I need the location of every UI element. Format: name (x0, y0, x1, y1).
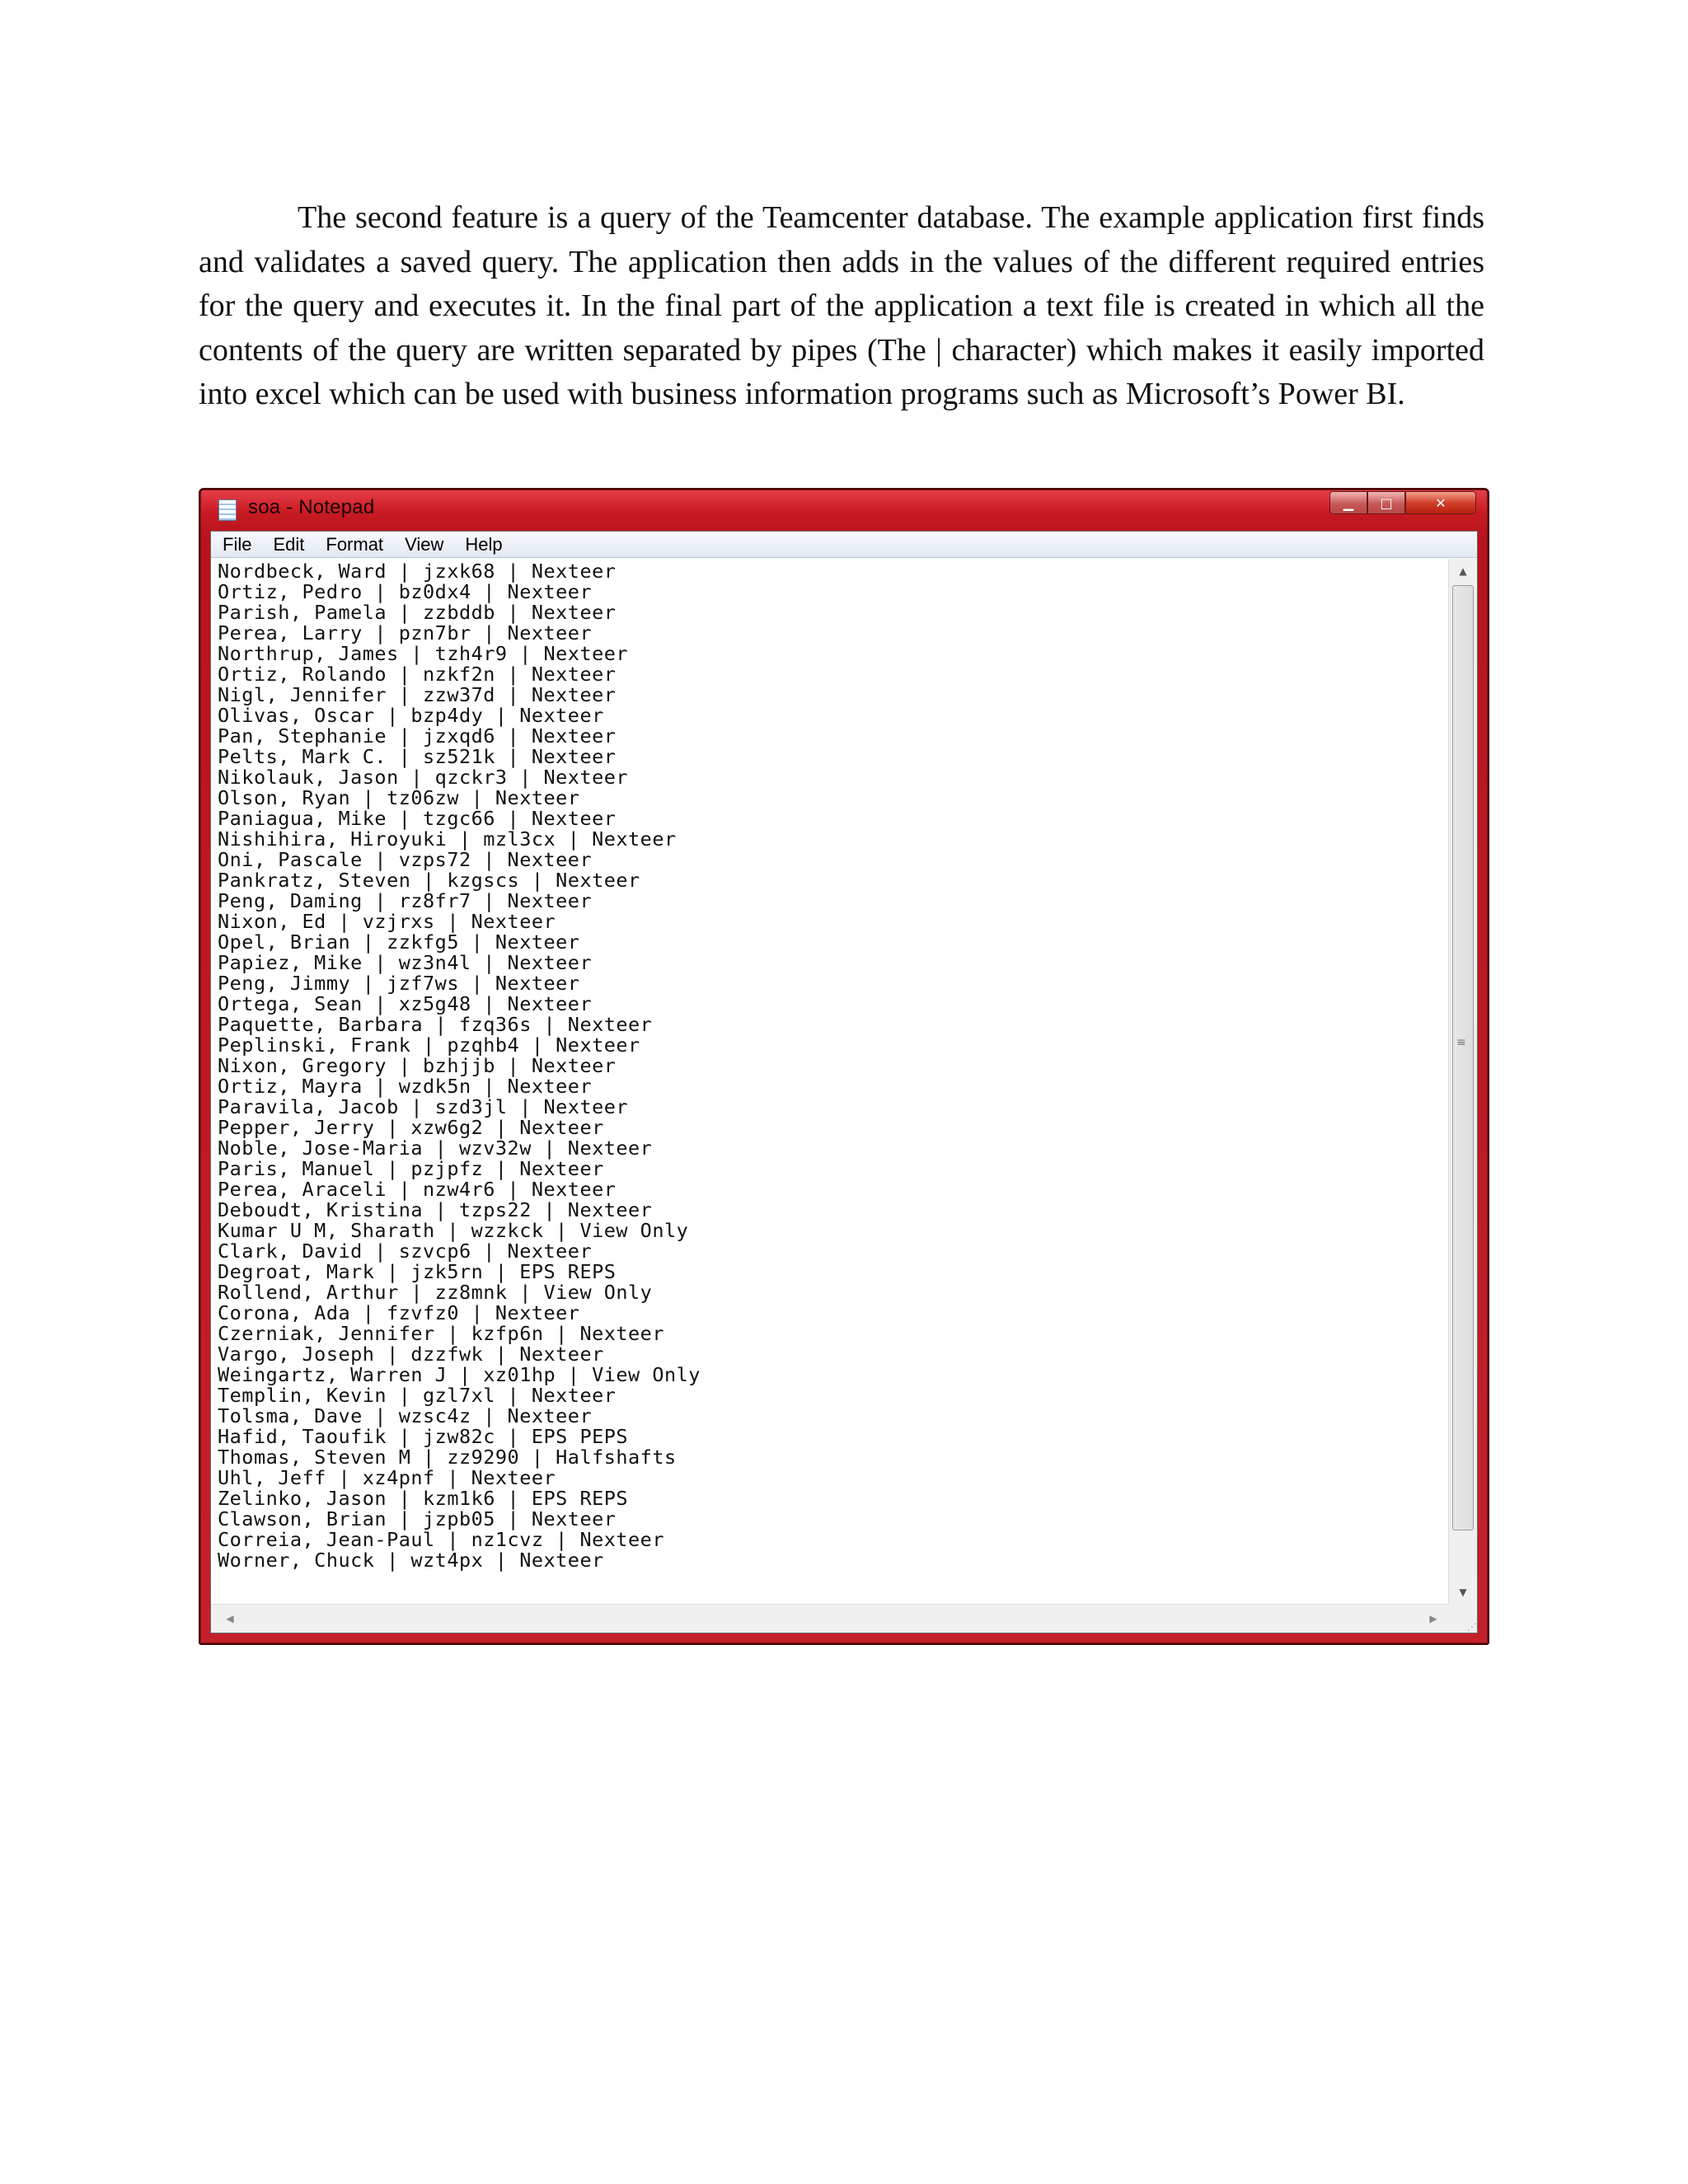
text-line: Degroat, Mark | jzk5rn | EPS REPS (218, 1260, 617, 1283)
title-bar[interactable] (200, 490, 1488, 526)
menu-bar (211, 532, 1477, 558)
menu-format[interactable]: Format (326, 533, 384, 555)
text-line: Paquette, Barbara | fzq36s | Nexteer (218, 1013, 653, 1036)
scroll-down-icon[interactable]: ▼ (1459, 1586, 1467, 1598)
text-line: Weingartz, Warren J | xz01hp | View Only (218, 1363, 701, 1386)
text-line: Pan, Stephanie | jzxqd6 | Nexteer (218, 724, 617, 748)
text-line: Nishihira, Hiroyuki | mzl3cx | Nexteer (218, 827, 677, 851)
text-line: Zelinko, Jason | kzm1k6 | EPS REPS (218, 1487, 629, 1510)
text-line: Noble, Jose-Maria | wzv32w | Nexteer (218, 1137, 653, 1160)
text-line: Correia, Jean-Paul | nz1cvz | Nexteer (218, 1528, 664, 1551)
text-line: Perea, Araceli | nzw4r6 | Nexteer (218, 1178, 617, 1201)
menu-help[interactable]: Help (465, 533, 503, 555)
text-line: Corona, Ada | fzvfz0 | Nexteer (218, 1301, 580, 1324)
text-line: Peng, Jimmy | jzf7ws | Nexteer (218, 972, 580, 995)
menu-edit[interactable]: Edit (273, 533, 305, 555)
text-line: Ortega, Sean | xz5g48 | Nexteer (218, 992, 593, 1015)
text-line: Pankratz, Steven | kzgscs | Nexteer (218, 869, 640, 892)
scroll-right-icon[interactable]: ▶ (1429, 1613, 1437, 1624)
text-line: Nordbeck, Ward | jzxk68 | Nexteer (218, 560, 617, 583)
text-line: Clawson, Brian | jzpb05 | Nexteer (218, 1507, 617, 1530)
minimize-button[interactable]: ▁ (1329, 491, 1367, 514)
notepad-window (199, 488, 1489, 1645)
text-line: Pepper, Jerry | xzw6g2 | Nexteer (218, 1116, 604, 1139)
text-line: Vargo, Joseph | dzzfwk | Nexteer (218, 1343, 604, 1366)
horizontal-scrollbar[interactable] (211, 1604, 1449, 1633)
text-line: Peplinski, Frank | pzqhb4 | Nexteer (218, 1033, 640, 1057)
resize-grip-icon[interactable]: ⋰ (1449, 1605, 1477, 1633)
text-line: Paris, Manuel | pzjpfz | Nexteer (218, 1157, 604, 1180)
text-line: Papiez, Mike | wz3n4l | Nexteer (218, 951, 593, 974)
scroll-up-icon[interactable]: ▲ (1459, 565, 1467, 577)
body-paragraph: The second feature is a query of the Teamcenter database. The example application first finds and validates a saved query. The application then adds in the values of the different required entries for the query and executes it. In the final part of the application a text file is created in which all the contents of the query are written separated by pipes (The | character) which makes it easily imported into excel which can be used with business information programs such as Microsoft’s Power BI. (199, 200, 1484, 411)
notepad-icon (218, 499, 237, 521)
text-line: Oni, Pascale | vzps72 | Nexteer (218, 848, 593, 871)
maximize-button[interactable]: □ (1367, 491, 1405, 514)
text-line: Olson, Ryan | tz06zw | Nexteer (218, 786, 580, 809)
text-line: Ortiz, Rolando | nzkf2n | Nexteer (218, 663, 617, 686)
scroll-thumb[interactable] (1452, 585, 1474, 1530)
text-line: Parish, Pamela | zzbddb | Nexteer (218, 601, 617, 624)
text-line: Paravila, Jacob | szd3jl | Nexteer (218, 1095, 629, 1118)
text-line: Northrup, James | tzh4r9 | Nexteer (218, 642, 629, 665)
text-line: Worner, Chuck | wzt4px | Nexteer (218, 1549, 604, 1572)
notepad-client (210, 531, 1478, 1633)
text-line: Czerniak, Jennifer | kzfp6n | Nexteer (218, 1322, 664, 1345)
text-line: Pelts, Mark C. | sz521k | Nexteer (218, 745, 617, 768)
text-line: Rollend, Arthur | zz8mnk | View Only (218, 1281, 653, 1304)
text-line: Opel, Brian | zzkfg5 | Nexteer (218, 930, 580, 954)
text-line: Kumar U M, Sharath | wzzkck | View Only (218, 1219, 689, 1242)
text-line: Peng, Daming | rz8fr7 | Nexteer (218, 889, 593, 912)
text-line: Ortiz, Pedro | bz0dx4 | Nexteer (218, 580, 593, 603)
text-line: Paniagua, Mike | tzgc66 | Nexteer (218, 807, 617, 830)
text-line: Templin, Kevin | gzl7xl | Nexteer (218, 1384, 617, 1407)
text-line: Nixon, Ed | vzjrxs | Nexteer (218, 910, 556, 933)
text-line: Clark, David | szvcp6 | Nexteer (218, 1240, 593, 1263)
window-title: soa - Notepad (248, 496, 375, 518)
text-line: Tolsma, Dave | wzsc4z | Nexteer (218, 1404, 593, 1427)
text-line: Hafid, Taoufik | jzw82c | EPS PEPS (218, 1425, 629, 1448)
text-line: Nikolauk, Jason | qzckr3 | Nexteer (218, 766, 629, 789)
vertical-scrollbar[interactable] (1448, 559, 1477, 1605)
text-line: Thomas, Steven M | zz9290 | Halfshafts (218, 1446, 677, 1469)
text-line: Ortiz, Mayra | wzdk5n | Nexteer (218, 1075, 593, 1098)
scroll-left-icon[interactable]: ◀ (226, 1613, 234, 1624)
text-line: Deboudt, Kristina | tzps22 | Nexteer (218, 1198, 653, 1221)
menu-view[interactable]: View (405, 533, 444, 555)
text-line: Uhl, Jeff | xz4pnf | Nexteer (218, 1466, 556, 1489)
close-button[interactable]: ✕ (1405, 491, 1476, 514)
text-line: Nixon, Gregory | bzhjjb | Nexteer (218, 1054, 617, 1077)
text-line: Perea, Larry | pzn7br | Nexteer (218, 621, 593, 644)
text-editor[interactable] (211, 559, 1449, 1605)
menu-file[interactable]: File (223, 533, 252, 555)
text-line: Olivas, Oscar | bzp4dy | Nexteer (218, 704, 604, 727)
scroll-grip-icon: ≡ (1456, 1036, 1466, 1049)
text-line: Nigl, Jennifer | zzw37d | Nexteer (218, 683, 617, 706)
window-controls (1329, 491, 1476, 514)
